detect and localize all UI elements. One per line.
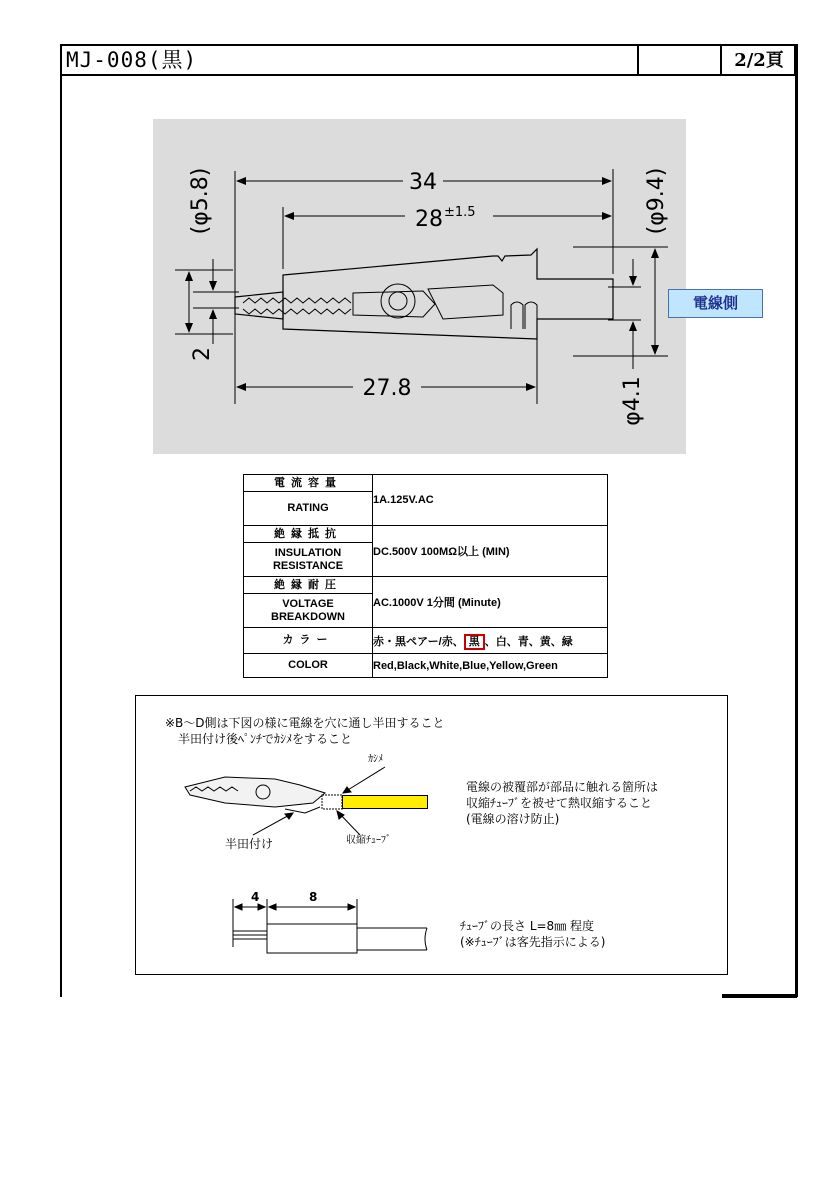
color-label-en: COLOR [244,654,373,678]
color-value-jp [373,628,608,654]
note-line-1: ※B～D側は下図の様に電線を穴に通し半田すること [165,716,445,730]
insulation-label-en-line: RESISTANCE [272,559,344,572]
clip-body-outline [283,249,613,339]
title-divider [637,44,639,76]
rating-label-jp: 電流容量 [244,475,373,492]
assembly-illustration [135,695,728,975]
voltage-label-en-line: VOLTAGE [282,597,334,610]
dim-28: 28 [415,207,443,232]
insulation-label-en-line: INSULATION [274,546,342,559]
shrink-tube-sketch [322,795,342,809]
color-options-before: 赤・黒ペアー/赤、 [373,635,464,648]
insulation-value: DC.500V 100MΩ以上 (MIN) [373,526,608,577]
dim-28-tolerance: ±1.5 [444,205,476,220]
dim-4-label: 4 [251,890,260,904]
dia-4-1: φ4.1 [620,376,645,426]
title-divider [720,44,722,76]
kashime-label: ｶｼﾒ [368,754,383,765]
crimp-lug-2 [525,302,537,329]
dim-2: 2 [190,347,215,361]
dim-34: 34 [409,170,437,195]
voltage-label-en [244,594,373,628]
leader-arrowhead [285,813,293,819]
color-label-jp: カラー [244,628,373,654]
teeth-lower [243,309,351,314]
shrink-tube-label: 収縮ﾁｭｰﾌﾞ [346,835,391,846]
crimp-lug-1 [511,302,523,329]
rating-value: 1A.125V.AC [373,475,608,526]
voltage-label-en-line: BREAKDOWN [271,610,345,623]
voltage-value: AC.1000V 1分間 (Minute) [373,577,608,628]
selected-color-box: 黒 [464,634,485,650]
drawing-svg [153,119,686,454]
wire-side-label: 電線側 [668,289,763,318]
dim-27-8: 27.8 [362,376,412,401]
wire-break [425,928,427,950]
pivot-outer [381,284,415,318]
page-number: 2/2頁 [734,50,784,71]
jaw-hinge-outline [353,291,435,317]
insulation-label-jp: 絶縁抵抗 [244,526,373,543]
tube-length-line-1: ﾁｭｰﾌﾞの長さ L=8㎜ 程度 [460,919,595,933]
spec-table [243,474,608,678]
note-right-line-2: 収縮ﾁｭｰﾌﾞを被せて熱収縮すること [466,796,653,810]
rating-label-en: RATING [244,492,373,526]
color-options-after: 、白、青、黄、緑 [484,635,573,648]
insulation-label-en [244,543,373,577]
jaw-lever-outline [428,285,503,319]
clip-sketch [185,777,325,807]
dia-9-4: (φ9.4) [644,167,669,235]
note-right-line-3: (電線の溶け防止) [466,812,560,826]
clip-dimension-drawing [153,119,686,454]
clip-jaw-outline [235,292,283,319]
yellow-wire [342,795,428,809]
tube-length-line-2: (※ﾁｭｰﾌﾞは客先指示による) [460,935,606,949]
dim-8-label: 8 [309,890,318,904]
dia-5-8: (φ5.8) [188,167,213,235]
note-line-2: 半田付け後ﾍﾟﾝﾁでｶｼﾒをすること [178,732,353,746]
frame-right-border [795,44,798,997]
teeth-upper [243,298,351,303]
color-value-en: Red,Black,White,Blue,Yellow,Green [373,654,608,678]
page-title: MJ-008(黒) [66,48,198,72]
frame-bottom-mark [722,994,797,998]
note-right-line-1: 電線の被覆部が部品に触れる箇所は [466,780,659,794]
frame-left-border [60,44,62,997]
voltage-label-jp: 絶縁耐圧 [244,577,373,594]
clip-sketch-lower-jaw [285,807,320,813]
pivot-inner [389,292,407,310]
tube-sketch [267,924,357,953]
leader-arrowhead [343,787,351,793]
solder-label: 半田付け [225,837,274,851]
